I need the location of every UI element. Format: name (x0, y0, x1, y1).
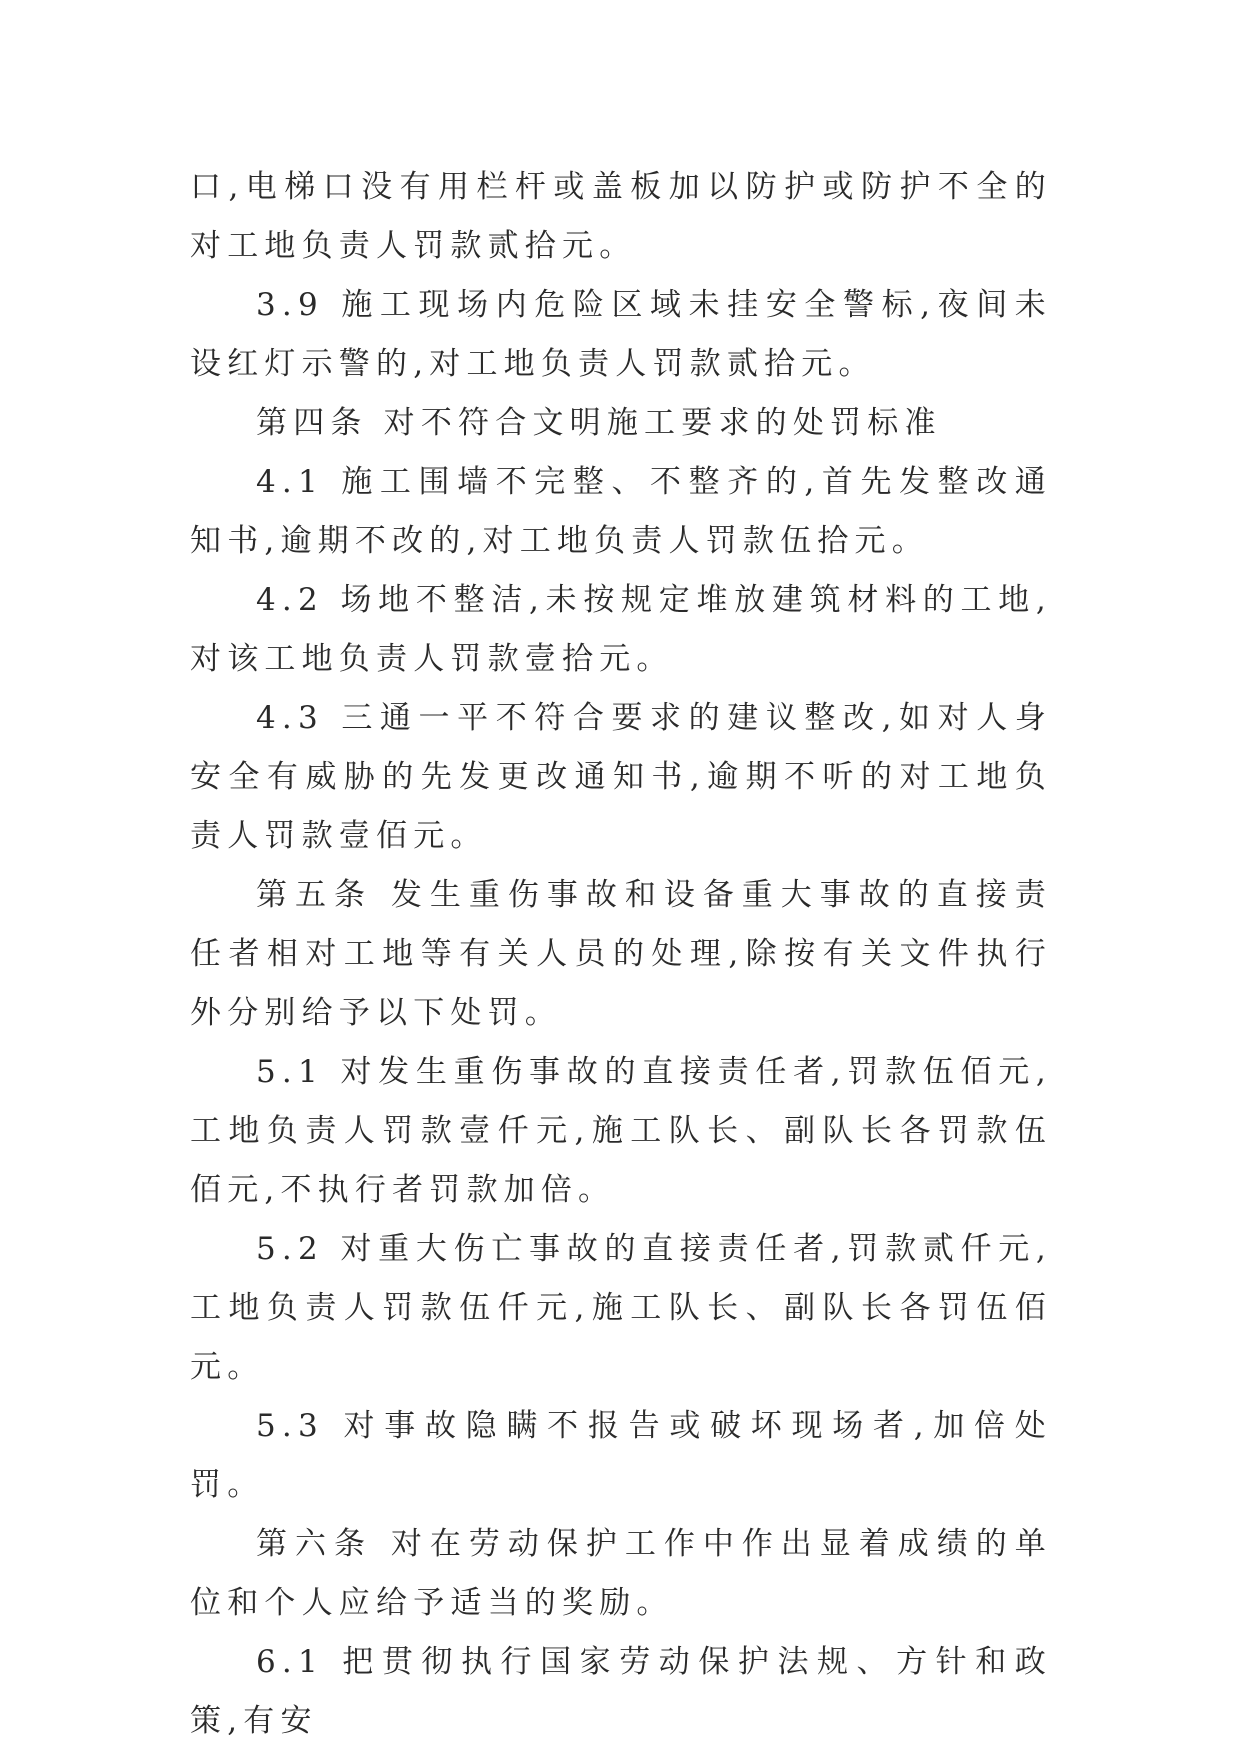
paragraph-4-2: 4.2 场地不整洁,未按规定堆放建筑材料的工地,对该工地负责人罚款壹拾元。 (190, 582, 1052, 677)
article-5-heading: 第五条 发生重伤事故和设备重大事故的直接责任者相对工地等有关人员的处理,除按有关文件执行外分别给予以下处罚。 (190, 877, 1052, 1031)
paragraph-continued-elevator: 口,电梯口没有用栏杆或盖板加以防护或防护不全的对工地负责人罚款贰拾元。 (190, 169, 1052, 264)
paragraph-6-1: 6.1 把贯彻执行国家劳动保护法规、方针和政策,有安 (190, 1644, 1052, 1739)
paragraph-4-1: 4.1 施工围墙不完整、不整齐的,首先发整改通知书,逾期不改的,对工地负责人罚款伍拾元。 (190, 464, 1052, 559)
article-4-heading: 第四条 对不符合文明施工要求的处罚标准 (256, 405, 942, 441)
paragraph-5-2: 5.2 对重大伤亡事故的直接责任者,罚款贰仟元,工地负责人罚款伍仟元,施工队长、副队长各罚伍佰元。 (190, 1231, 1052, 1385)
paragraph-5-1: 5.1 对发生重伤事故的直接责任者,罚款伍佰元,工地负责人罚款壹仟元,施工队长、副队长各罚款伍佰元,不执行者罚款加倍。 (190, 1054, 1052, 1208)
article-6-heading: 第六条 对在劳动保护工作中作出显着成绩的单位和个人应给予适当的奖励。 (190, 1526, 1052, 1621)
document-body (190, 158, 1052, 1751)
paragraph-5-3: 5.3 对事故隐瞒不报告或破坏现场者,加倍处罚。 (190, 1408, 1052, 1503)
paragraph-4-3: 4.3 三通一平不符合要求的建议整改,如对人身安全有威胁的先发更改通知书,逾期不听的对工地负责人罚款壹佰元。 (190, 700, 1052, 854)
paragraph-3-9: 3.9 施工现场内危险区域未挂安全警标,夜间未设红灯示警的,对工地负责人罚款贰拾元。 (190, 287, 1052, 382)
